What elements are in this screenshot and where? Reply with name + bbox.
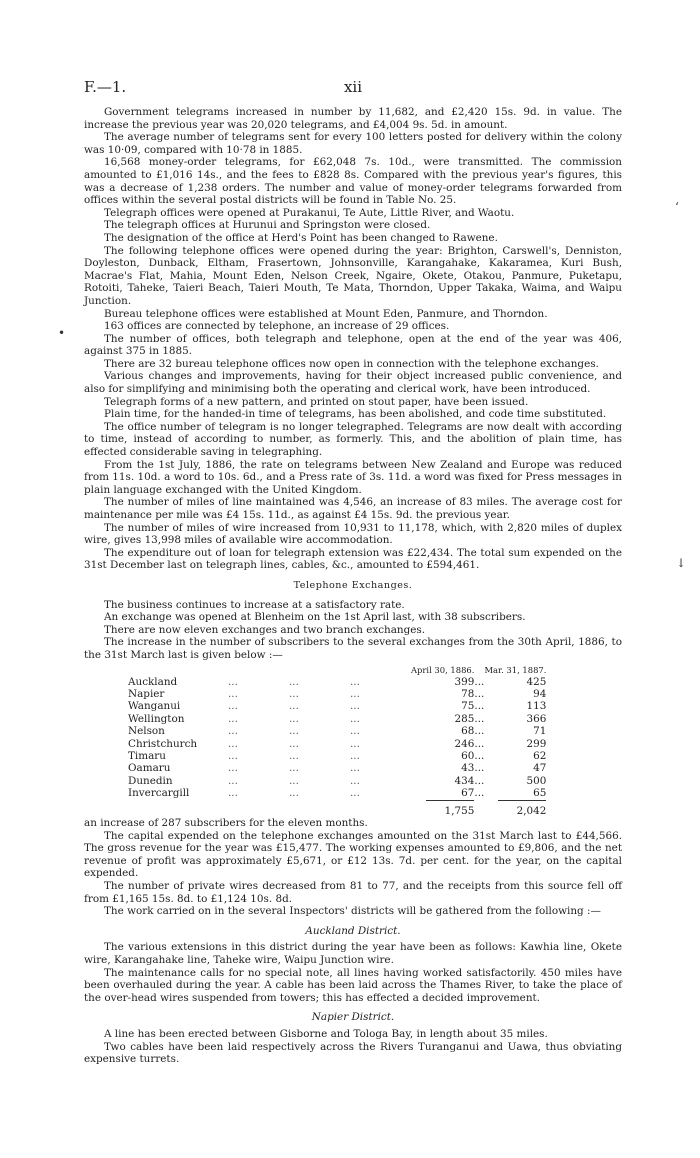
leader-dots: ...: [289, 774, 299, 787]
subscribers-march-1887: 94: [533, 687, 547, 700]
leader-dots: ...: [350, 712, 360, 725]
paragraph: The work carried on in the several Inspectors' districts will be gathered from the following :—: [104, 905, 601, 918]
paragraph: An exchange was opened at Blenheim on the 1st April last, with 38 subscribers.: [104, 611, 526, 624]
table-row: [128, 750, 546, 762]
paragraph: 16,568 money-order telegrams, for £62,048 7s. 10d., were transmitted. The commission amounted to £1,016 14s., and the fees to £828 8s. Compared with the previous year's figures, this was a decrease of 1,238 orders. The number and value of money-order telegrams forwarded from offices within the several postal districts will be found in Table No. 25.: [84, 156, 622, 207]
table-row: [128, 787, 546, 799]
subscribers-march-1887: 62: [533, 749, 547, 762]
paragraph: The increase in the number of subscribers to the several exchanges from the 30th April, 1886, to the 31st March last is given below :—: [84, 636, 622, 661]
paragraph: There are now eleven exchanges and two branch exchanges.: [104, 623, 426, 636]
paragraph: There are 32 bureau telephone offices now open in connection with the telephone exchanges.: [104, 357, 599, 370]
leader-dots: ...: [228, 787, 238, 800]
paragraph: The average number of telegrams sent for every 100 letters posted for delivery within the colony was 10·09, compared with 10·78 in 1885.: [84, 131, 622, 156]
leader-dots: ...: [350, 737, 360, 750]
exchange-name: Auckland: [128, 675, 178, 688]
table-row: [128, 775, 546, 787]
subscribers-april-1886: 78: [461, 687, 475, 700]
leader-dots: ...: [228, 774, 238, 787]
paragraph: Bureau telephone offices were established at Mount Eden, Panmure, and Thorndon.: [104, 307, 548, 320]
paragraph: The maintenance calls for no special note, all lines having worked satisfactorily. 450 miles have been overhauled during the year. A cable has been laid across the Thames River, to take the place of the over-head wires suspended from towers; this has effected a decided improvement.: [84, 966, 622, 1004]
leader-dots: ...: [474, 687, 485, 700]
subscribers-march-1887: 65: [533, 787, 547, 800]
subscribers-march-1887: 47: [533, 762, 547, 775]
table-row: [128, 700, 546, 712]
document-body: [84, 106, 622, 1066]
total-march-1887: 2,042: [516, 804, 547, 817]
leader-dots: ...: [289, 712, 299, 725]
table-row: [128, 762, 546, 774]
leader-dots: ...: [289, 700, 299, 713]
leader-dots: ...: [228, 712, 238, 725]
subscribers-april-1886: 434: [454, 774, 475, 787]
subscribers-april-1886: 399: [454, 675, 475, 688]
subscribers-march-1887: 366: [526, 712, 547, 725]
leader-dots: ...: [350, 687, 360, 700]
leader-dots: ...: [228, 749, 238, 762]
table-total-row: [128, 800, 546, 817]
leader-dots: ...: [350, 725, 360, 738]
exchange-name: Dunedin: [128, 774, 173, 787]
paragraph: Telegraph offices were opened at Purakanui, Te Aute, Little River, and Waotu.: [104, 206, 515, 219]
exchange-name: Wellington: [128, 712, 185, 725]
page-number: xii: [343, 78, 363, 96]
paragraph: The number of offices, both telegraph and telephone, open at the end of the year was 406, against 375 in 1885.: [84, 332, 622, 358]
leader-dots: ...: [289, 749, 299, 762]
paragraph: The designation of the office at Herd's Point has been changed to Rawene.: [104, 231, 498, 244]
leader-dots: ...: [289, 762, 299, 775]
leader-dots: ...: [289, 687, 299, 700]
exchange-name: Christchurch: [128, 737, 198, 750]
subscribers-table: [128, 664, 546, 817]
subscribers-april-1886: 285: [454, 712, 475, 725]
leader-dots: ...: [350, 774, 360, 787]
exchange-name: Napier: [128, 687, 165, 700]
paragraph: Telegraph forms of a new pattern, and printed on stout paper, have been issued.: [104, 395, 529, 408]
subscribers-april-1886: 67: [461, 787, 475, 800]
paragraph: A line has been erected between Gisborne and Tologa Bay, in length about 35 miles.: [104, 1027, 548, 1040]
leader-dots: ...: [474, 700, 485, 713]
exchange-name: Oamaru: [128, 762, 171, 775]
exchange-name: Nelson: [128, 725, 165, 738]
paragraph: The number of miles of line maintained was 4,546, an increase of 83 miles. The average cost for maintenance per mile was £4 15s. 11d., as against £4 15s. 9d. the previous year.: [84, 496, 622, 521]
subscribers-april-1886: 246: [454, 737, 475, 750]
section-heading-telephone-exchanges: Telephone Exchanges.: [293, 579, 413, 591]
leader-dots: ...: [474, 787, 485, 800]
margin-mark: ↓: [676, 556, 687, 570]
leader-dots: ...: [350, 787, 360, 800]
leader-dots: ...: [289, 675, 299, 688]
section-heading-auckland-district: Auckland District.: [305, 924, 401, 937]
table-row: [128, 725, 546, 737]
leader-dots: ...: [228, 762, 238, 775]
table-row: [128, 676, 546, 688]
exchange-name: Wanganui: [128, 700, 181, 713]
leader-dots: ...: [228, 687, 238, 700]
column-header-march-1887: Mar. 31, 1887.: [484, 664, 547, 675]
subscribers-march-1887: 500: [526, 774, 547, 787]
leader-dots: ...: [350, 675, 360, 688]
leader-dots: ...: [474, 725, 485, 738]
subscribers-april-1886: 75: [461, 700, 475, 713]
paragraph: The capital expended on the telephone exchanges amounted on the 31st March last to £44,566. The gross revenue for the year was £15,477. The working expenses amounted to £9,806, and the net revenue of profit was approximately £5,671, or £12 13s. 7d. per cent. for the year, on the capital expended.: [84, 829, 622, 880]
subscribers-march-1887: 425: [526, 675, 547, 688]
paragraph: The expenditure out of loan for telegraph extension was £22,434. The total sum expended on the 31st December last on telegraph lines, cables, &c., amounted to £594,461.: [84, 546, 622, 572]
leader-dots: ...: [228, 725, 238, 738]
leader-dots: ...: [350, 749, 360, 762]
table-row: [128, 738, 546, 750]
paragraph: The various extensions in this district during the year have been as follows: Kawhia line, Okete wire, Karangahake line, Taheke wire, Waipu Junction wire.: [84, 941, 622, 966]
paragraph: From the 1st July, 1886, the rate on telegrams between New Zealand and Europe was reduced from 11s. 10d. a word to 10s. 6d., and a Press rate of 3s. 11d. a word was fixed for Press messages in plain language exchanged with the United Kingdom.: [84, 458, 622, 496]
exchange-name: Timaru: [128, 749, 166, 762]
paragraph: Two cables have been laid respectively across the Rivers Turanganui and Uawa, thus obviating expensive turrets.: [84, 1040, 622, 1066]
paragraph: 163 offices are connected by telephone, an increase of 29 offices.: [104, 320, 450, 333]
leader-dots: ...: [474, 675, 485, 688]
table-row: [128, 713, 546, 725]
leader-dots: ...: [228, 737, 238, 750]
leader-dots: ...: [228, 700, 238, 713]
margin-mark: •: [58, 326, 66, 340]
subscribers-march-1887: 113: [526, 700, 547, 713]
total-april-1886: 1,755: [444, 804, 475, 817]
exchange-name: Invercargill: [128, 787, 190, 800]
paragraph: The office number of telegram is no longer telegraphed. Telegrams are now dealt with according to time, instead of according to number, as formerly. This, and the abolition of plain time, has effected considerable saving in telegraphing.: [84, 420, 622, 459]
paragraph: The following telephone offices were opened during the year: Brighton, Carswell's, Denniston, Doyleston, Dunback, Eltham, Frasertown, Johnsonville, Karangahake, Kakaramea, Kuri Bush, Macrae's Flat, Mahia, Mount Eden, Nelson Creek, Ngaire, Okete, Otakou, Panmure, Puketapu, Rotoiti, Taheke, Taieri Beach, Taieri Mouth, Te Mata, Thorndon, Upper Takaka, Waima, and Waipu Junction.: [84, 244, 622, 307]
table-row: [128, 688, 546, 700]
section-heading-napier-district: Napier District.: [311, 1011, 395, 1024]
subscribers-march-1887: 299: [526, 737, 547, 750]
leader-dots: ...: [474, 774, 485, 787]
leader-dots: ...: [228, 675, 238, 688]
column-header-april-1886: April 30, 1886.: [411, 664, 475, 675]
leader-dots: ...: [350, 762, 360, 775]
subscribers-april-1886: 68: [461, 725, 475, 738]
paragraph: Various changes and improvements, having for their object increased public convenience, and also for simplifying and minimising both the operating and clerical work, have been introduced.: [84, 370, 622, 396]
margin-mark: ‘: [675, 200, 679, 214]
paragraph: The business continues to increase at a satisfactory rate.: [104, 598, 405, 611]
paragraph: The number of private wires decreased from 81 to 77, and the receipts from this source fell off from £1,165 15s. 8d. to £1,124 10s. 8d.: [84, 879, 622, 905]
report-code: F.—1.: [84, 78, 127, 96]
leader-dots: ...: [474, 762, 485, 775]
subscribers-april-1886: 60: [461, 749, 475, 762]
page-header: [84, 78, 622, 98]
subscribers-march-1887: 71: [533, 725, 547, 738]
leader-dots: ...: [350, 700, 360, 713]
paragraph: The number of miles of wire increased from 10,931 to 11,178, which, with 2,820 miles of duplex wire, gives 13,998 miles of available wire accommodation.: [84, 521, 622, 547]
leader-dots: ...: [474, 737, 485, 750]
leader-dots: ...: [289, 737, 299, 750]
paragraph: Government telegrams increased in number by 11,682, and £2,420 15s. 9d. in value. The increase the previous year was 20,020 telegrams, and £4,004 9s. 5d. in amount.: [84, 106, 622, 131]
leader-dots: ...: [474, 712, 485, 725]
leader-dots: ...: [474, 749, 485, 762]
paragraph: The telegraph offices at Hurunui and Springston were closed.: [104, 219, 431, 232]
leader-dots: ...: [289, 725, 299, 738]
paragraph: Plain time, for the handed-in time of telegrams, has been abolished, and code time substituted.: [104, 408, 607, 421]
leader-dots: ...: [289, 787, 299, 800]
subscribers-april-1886: 43: [461, 762, 475, 775]
table-header-row: [128, 664, 546, 676]
paragraph: an increase of 287 subscribers for the eleven months.: [84, 817, 368, 829]
